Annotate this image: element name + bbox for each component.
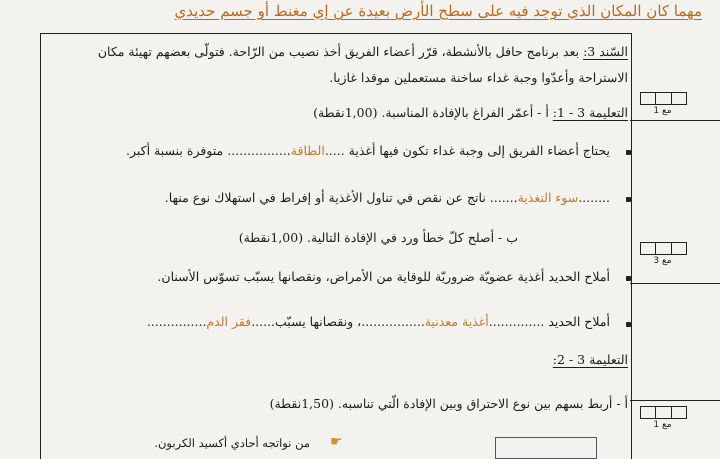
instruction-3-1-label: التعليمة 3 - 1:	[552, 105, 628, 120]
score-label: مع 1	[653, 106, 672, 116]
bullet-dot	[626, 150, 631, 155]
score-cells	[640, 406, 687, 419]
bullet-4-mid: ................، ونقصانها يسبّب......	[251, 314, 425, 329]
bullet-1-post: ................ متوفرة بنسبة أكبر.	[126, 143, 291, 158]
bullet-1-answer: الطاقة	[290, 143, 325, 158]
pointing-hand-icon: ☛	[330, 434, 343, 450]
bullet-1	[126, 143, 610, 158]
support-line-1	[98, 44, 628, 59]
bullet-1-pre: يحتاج أعضاء الفريق إلى وجبة غداء تكون فيها أغذية .....	[324, 143, 610, 158]
score-divider	[630, 283, 720, 284]
score-box-3[interactable]	[640, 406, 687, 430]
score-box-2[interactable]	[640, 242, 687, 266]
bullet-4	[147, 314, 610, 329]
answer-box	[495, 437, 597, 459]
part-b-instruction: ب - أصلح كلّ خطأ ورد في الإفادة التالية. (1,00نقطة)	[238, 230, 518, 245]
bullet-2-answer: سوء التغذية	[517, 190, 579, 205]
bullet-2-post: ....... ناتج عن نقص في تناول الأغذية أو إفراط في استهلاك نوع منها.	[164, 190, 518, 205]
score-divider	[630, 120, 720, 121]
bullet-2-pre: ........	[578, 190, 610, 205]
instruction-3-1	[313, 105, 628, 120]
page-header-title: مهما كان المكان الذي توجد فيه على سطح الأرض بعيدة عن إي مغنط أو جسم حديدي	[174, 2, 702, 20]
score-cells	[640, 242, 687, 255]
instruction-3-2-label: التعليمة 3 - 2:	[552, 352, 628, 367]
support-label: السّند 3:	[583, 44, 628, 59]
bullet-3: أملاح الحديد أغذية عضويّة ضروريّة للوقاية من الأمراض، ونقصانها يسبّب تسوّس الأسنان.	[157, 269, 610, 284]
score-label: مع 1	[653, 420, 672, 430]
support-text-1: بعد برنامج حافل بالأنشطة، قرّر أعضاء الفريق أخذ نصيب من الرّاحة. فتولّى بعضهم تهيئة مكان	[97, 44, 580, 59]
score-cells	[640, 92, 687, 105]
part-a-link-instruction: أ - أربط بسهم بين نوع الاحتراق وبين الإفادة الّتي تناسبه. (1,50نقطة)	[269, 396, 628, 411]
option-1-text: من نواتجه أحادي أكسيد الكربون.	[154, 436, 310, 450]
bullet-dot	[626, 322, 631, 327]
bullet-dot	[626, 276, 631, 281]
bullet-2	[165, 190, 610, 205]
bullet-4-pre: أملاح الحديد ..............	[488, 314, 610, 329]
score-divider	[630, 400, 720, 401]
bullet-4-answer-2: فقر الدم	[206, 314, 252, 329]
score-label: مع 3	[653, 256, 672, 266]
instruction-3-1-part-a: أ - أعمّر الفراغ بالإفادة المناسبة. (1,00نقطة)	[313, 105, 549, 120]
bullet-4-answer-1: أغذية معدنية	[424, 314, 489, 329]
score-box-1[interactable]	[640, 92, 687, 116]
support-line-2: الاستراحة وأعدّوا وجبة غداء ساخنة مستعملين موقدا غازيا.	[329, 70, 628, 85]
bullet-4-post: ...............	[146, 314, 207, 329]
bullet-dot	[626, 197, 631, 202]
